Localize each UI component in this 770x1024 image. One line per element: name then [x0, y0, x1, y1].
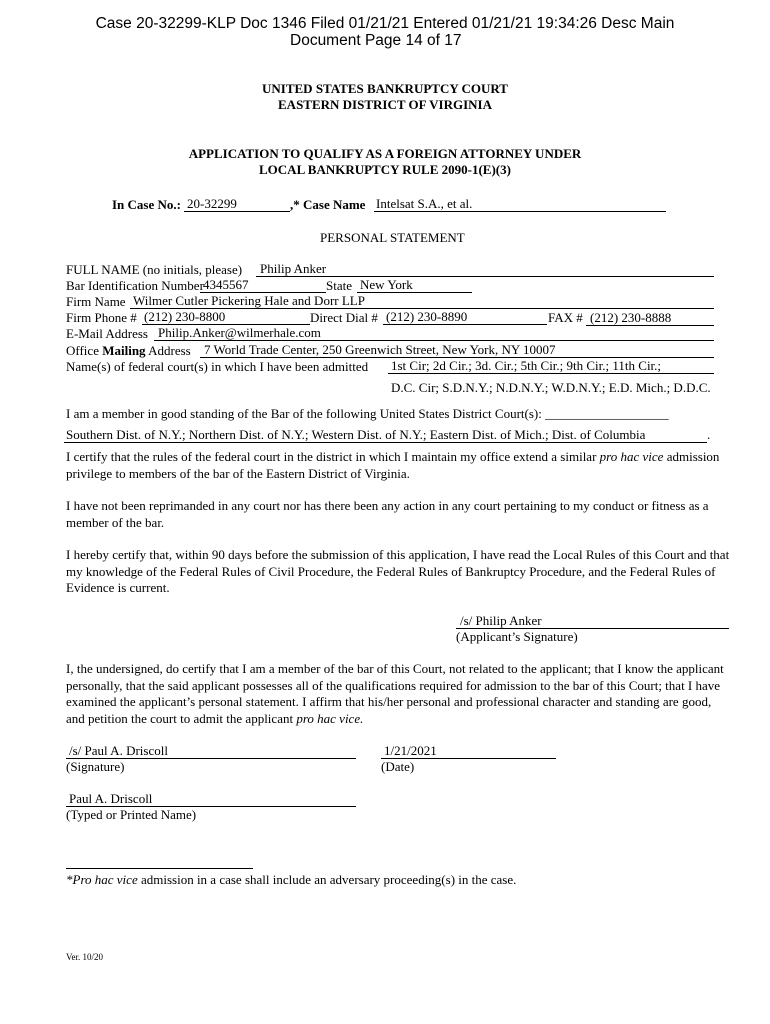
- firm-name-label: Firm Name: [66, 294, 126, 309]
- applicant-signature-label: (Applicant’s Signature): [456, 629, 578, 644]
- footnote-separator: [66, 868, 253, 869]
- bar-id-value: 4345567: [203, 277, 249, 292]
- personal-statement-heading: PERSONAL STATEMENT: [320, 230, 465, 245]
- application-title-line2: LOCAL BANKRUPTCY RULE 2090-1(E)(3): [259, 162, 511, 177]
- case-name-underline: [374, 211, 666, 212]
- direct-dial-value: (212) 230-8890: [386, 309, 468, 324]
- federal-courts-value-line1: 1st Cir; 2d Cir.; 3d. Cir.; 5th Cir.; 9th Cir.; 11th Cir.;: [391, 358, 662, 373]
- certify-rules-paragraph: I certify that the rules of the federal court in the district in which I maintain my office extend a similar pro hac vice admission privilege to members of the bar of the Eastern District of Virginia.: [66, 449, 720, 481]
- federal-courts-value-line2: D.C. Cir; S.D.N.Y.; N.D.N.Y.; W.D.N.Y.; E.D. Mich.; D.D.C.: [391, 380, 711, 395]
- filing-header-line1: Case 20-32299-KLP Doc 1346 Filed 01/21/21 Entered 01/21/21 19:34:26 Desc Main: [95, 15, 675, 32]
- sponsor-signature-value: /s/ Paul A. Driscoll: [69, 743, 168, 758]
- sponsor-signature-label: (Signature): [66, 759, 125, 774]
- court-name: UNITED STATES BANKRUPTCY COURT: [262, 81, 508, 96]
- application-title-line1: APPLICATION TO QUALIFY AS A FOREIGN ATTORNEY UNDER: [188, 146, 582, 161]
- fax-value: (212) 230-8888: [590, 310, 672, 325]
- footnote: *Pro hac vice admission in a case shall include an adversary proceeding(s) in the case.: [66, 872, 517, 887]
- sponsor-statement-paragraph: I, the undersigned, do certify that I am a member of the bar of this Court, not related to the applicant; that I know the applicant personally, that the said applicant possesses all of the qualifications required for admission to the bar of this Court; that I have examined the applicant’s personal statement. I affirm that his/her personal and professional character and standing are good, and petition the court to admit the applicant pro hac vice.: [66, 661, 724, 726]
- certify-local-rules-paragraph: I hereby certify that, within 90 days before the submission of this application, I have read the Local Rules of this Court and that my knowledge of the Federal Rules of Civil Procedure, the Federal Rules of Bankruptcy Procedure, and the Federal Rules of Evidence is current.: [66, 547, 730, 595]
- state-value: New York: [360, 277, 413, 292]
- full-name-value: Philip Anker: [260, 261, 327, 276]
- applicant-signature-value: /s/ Philip Anker: [460, 613, 542, 628]
- federal-courts-label: Name(s) of federal court(s) in which I have been admitted: [66, 359, 369, 374]
- version-label: Ver. 10/20: [66, 952, 103, 962]
- office-address-label: Office Mailing Address: [66, 343, 191, 358]
- case-no-label: In Case No.:: [112, 197, 181, 212]
- sponsor-printed-name-value: Paul A. Driscoll: [69, 791, 153, 806]
- email-value: Philip.Anker@wilmerhale.com: [158, 325, 321, 340]
- full-name-underline: [256, 276, 714, 277]
- not-reprimanded-paragraph: I have not been reprimanded in any court nor has there been any action in any court pertaining to my conduct or fitness as a member of the bar.: [66, 498, 709, 530]
- district-courts-underline: [64, 442, 707, 443]
- bar-id-label: Bar Identification Number: [66, 278, 204, 293]
- court-district: EASTERN DISTRICT OF VIRGINIA: [278, 97, 492, 112]
- case-name-value: Intelsat S.A., et al.: [376, 196, 473, 211]
- fax-label: FAX #: [548, 310, 583, 325]
- district-courts-period: .: [707, 427, 711, 442]
- office-address-value: 7 World Trade Center, 250 Greenwich Street, New York, NY 10007: [204, 342, 556, 357]
- district-courts-value: Southern Dist. of N.Y.; Northern Dist. of N.Y.; Western Dist. of N.Y.; Eastern Dist. of Mich.; Dist. of Columbia: [66, 427, 646, 442]
- case-name-label: ,* Case Name: [290, 197, 366, 212]
- state-label: State: [326, 278, 352, 293]
- federal-courts-underline: [388, 373, 714, 374]
- firm-name-value: Wilmer Cutler Pickering Hale and Dorr LLP: [133, 293, 365, 308]
- email-label: E-Mail Address: [66, 326, 148, 341]
- direct-dial-label: Direct Dial #: [310, 310, 378, 325]
- full-name-label: FULL NAME (no initials, please): [66, 262, 243, 277]
- fax-underline: [586, 325, 714, 326]
- direct-dial-underline: [383, 324, 547, 325]
- filing-header-line2: Document Page 14 of 17: [290, 32, 462, 49]
- email-underline: [154, 340, 714, 341]
- state-underline: [357, 292, 472, 293]
- case-no-value: 20-32299: [187, 196, 237, 211]
- firm-phone-value: (212) 230-8800: [144, 309, 226, 324]
- sponsor-date-label: (Date): [381, 759, 415, 774]
- sponsor-printed-name-label: (Typed or Printed Name): [66, 807, 197, 822]
- case-no-underline: [184, 211, 290, 212]
- firm-phone-label: Firm Phone #: [66, 310, 137, 325]
- sponsor-date-value: 1/21/2021: [384, 743, 437, 758]
- member-statement: I am a member in good standing of the Bar of the following United States District Court(s): ___________________: [66, 406, 669, 421]
